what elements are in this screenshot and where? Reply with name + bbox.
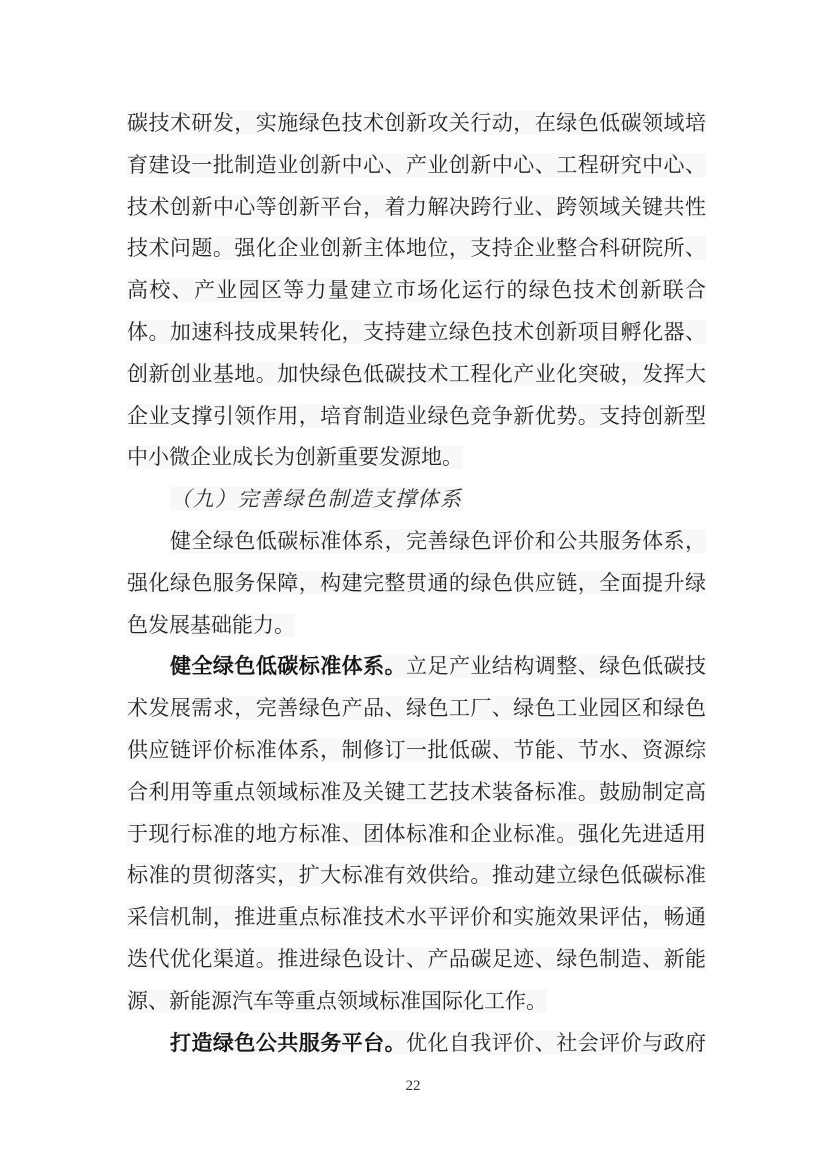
- bold-lead-in: 打造绿色公共服务平台。: [170, 1030, 407, 1055]
- text-segment: 优化自我评价、社会评价与政府: [406, 1030, 706, 1055]
- text-segment: 供应链评价标准体系，制修订一批低碳、节能、节水、资源综: [127, 737, 706, 762]
- bold-lead-in: 健全绿色低碳标准体系。: [170, 654, 407, 679]
- text-line: [127, 103, 706, 145]
- text-line: [127, 1023, 706, 1065]
- text-segment: 合利用等重点领域标准及关键工艺技术装备标准。鼓励制定高: [127, 779, 706, 804]
- text-line: [127, 396, 706, 438]
- text-segment: 迭代优化渠道。推进绿色设计、产品碳足迹、绿色制造、新能: [127, 946, 706, 971]
- text-line: [127, 354, 706, 396]
- text-line: [127, 646, 706, 688]
- text-segment: 高校、产业园区等力量建立市场化运行的绿色技术创新联合: [127, 278, 706, 303]
- text-segment: 标准的贯彻落实，扩大标准有效供给。推动建立绿色低碳标准: [127, 863, 706, 888]
- text-segment: 碳技术研发，实施绿色技术创新攻关行动，在绿色低碳领域培: [127, 111, 706, 135]
- text-line: [127, 897, 706, 939]
- section-heading: [127, 479, 706, 521]
- text-line: [127, 855, 706, 897]
- page-text: [127, 103, 706, 1064]
- text-segment: 技术创新中心等创新平台，着力解决跨行业、跨领域关键共性: [127, 194, 706, 219]
- text-segment: 体。加速科技成果转化，支持建立绿色技术创新项目孵化器、: [127, 319, 706, 344]
- text-segment: 中小微企业成长为创新重要发源地。: [127, 445, 463, 470]
- text-segment: 采信机制，推进重点标准技术水平评价和实施效果评估，畅通: [127, 905, 706, 930]
- text-line: [127, 772, 706, 814]
- text-segment: 创新创业基地。加快绿色低碳技术工程化产业化突破，发挥大: [127, 361, 706, 386]
- text-segment: 育建设一批制造业创新中心、产业创新中心、工程研究中心、: [127, 152, 706, 177]
- text-line: [127, 730, 706, 772]
- text-line: [127, 688, 706, 730]
- text-line: [127, 145, 706, 187]
- text-segment: 技术问题。强化企业创新主体地位，支持企业整合科研院所、: [127, 236, 706, 261]
- text-segment: 术发展需求，完善绿色产品、绿色工厂、绿色工业园区和绿色: [127, 696, 706, 721]
- text-line: [127, 312, 706, 354]
- text-line: [127, 521, 706, 563]
- text-segment: 企业支撑引领作用，培育制造业绿色竞争新优势。支持创新型: [127, 403, 706, 428]
- text-segment: 健全绿色低碳标准体系，完善绿色评价和公共服务体系，: [170, 528, 706, 553]
- text-line: [127, 228, 706, 270]
- text-line: [127, 437, 706, 479]
- text-line: [127, 981, 706, 1023]
- text-line: [127, 814, 706, 856]
- text-segment: （九）完善绿色制造支撑体系: [170, 487, 463, 512]
- text-segment: 色发展基础能力。: [127, 612, 295, 637]
- text-segment: 强化绿色服务保障，构建完整贯通的绿色供应链，全面提升绿: [127, 570, 706, 595]
- text-line: [127, 563, 706, 605]
- text-segment: 源、新能源汽车等重点领域标准国际化工作。: [127, 988, 547, 1013]
- text-line: [127, 939, 706, 981]
- text-line: [127, 270, 706, 312]
- text-segment: 于现行标准的地方标准、团体标准和企业标准。强化先进适用: [127, 821, 706, 846]
- page-number: 22: [405, 1078, 421, 1094]
- text-line: [127, 187, 706, 229]
- text-segment: 立足产业结构调整、绿色低碳技: [406, 654, 706, 679]
- text-line: [127, 605, 706, 647]
